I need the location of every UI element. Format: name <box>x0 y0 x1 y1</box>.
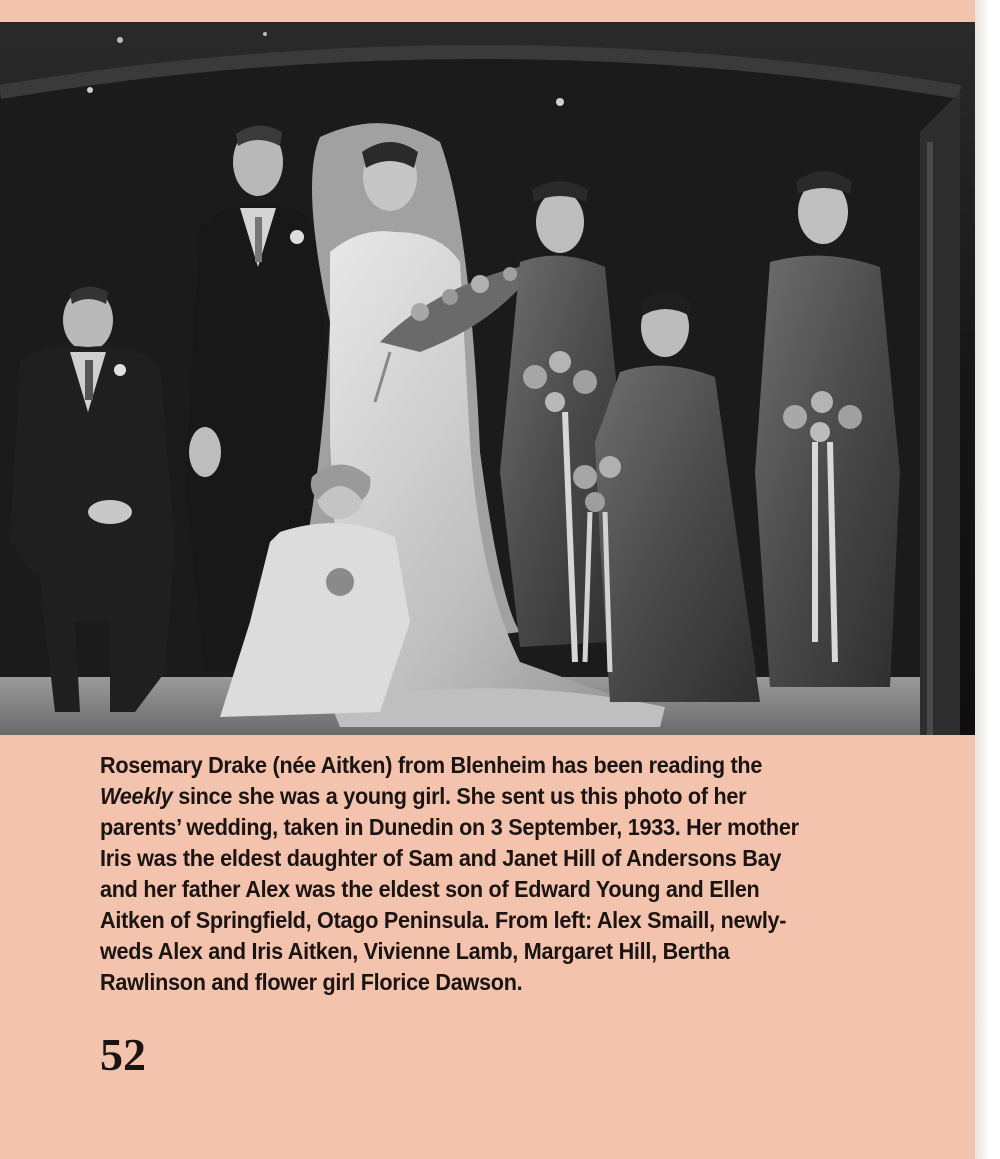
caption-line-3: parents’ wedding, taken in Dunedin on 3 September, 1933. Her mother <box>100 814 799 840</box>
wedding-photo-illustration <box>0 22 975 735</box>
caption-line-7: weds Alex and Iris Aitken, Vivienne Lamb, Margaret Hill, Bertha <box>100 938 730 964</box>
photo-caption <box>100 750 873 998</box>
caption-line-1: Rosemary Drake (née Aitken) from Blenheim has been reading the <box>100 752 763 778</box>
caption-line-6: Aitken of Springfield, Otago Peninsula. From left: Alex Smaill, newly- <box>100 907 787 933</box>
page-number: 52 <box>100 1029 146 1080</box>
caption-line-2-text: since she was a young girl. She sent us this photo of her <box>172 783 747 809</box>
wedding-photograph <box>0 22 975 735</box>
reverse-side-bleed-through <box>160 1040 960 1150</box>
publication-title: Weekly <box>100 783 173 809</box>
scan-background-edge <box>975 0 1000 1159</box>
caption-line-4: Iris was the eldest daughter of Sam and Janet Hill of Andersons Bay <box>100 845 782 871</box>
caption-line-2 <box>100 781 873 812</box>
caption-line-5: and her father Alex was the eldest son of Edward Young and Ellen <box>100 876 760 902</box>
caption-line-8: Rawlinson and flower girl Florice Dawson. <box>100 969 523 995</box>
